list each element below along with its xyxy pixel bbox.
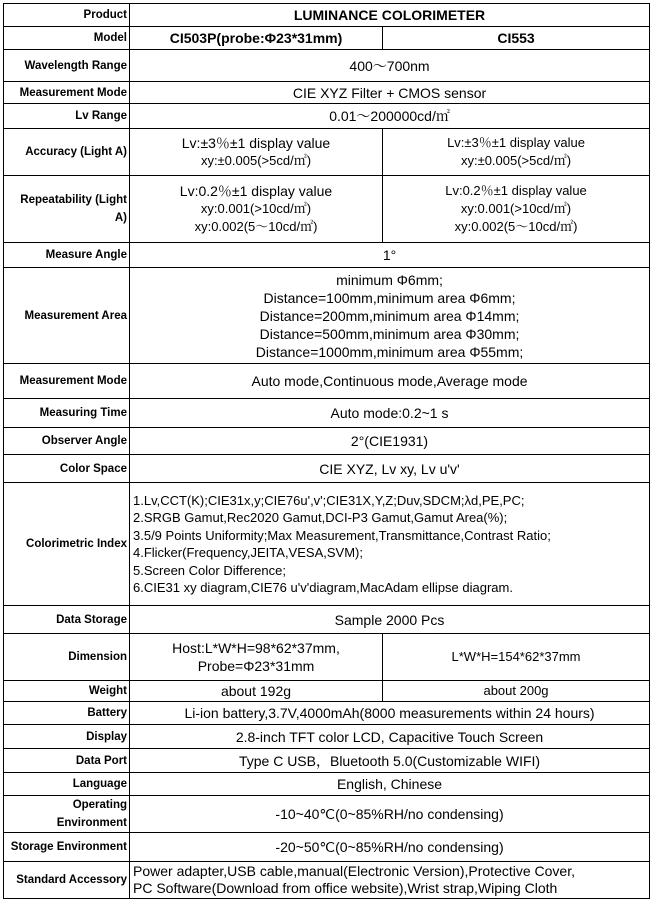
measurement-area-value (130, 268, 650, 364)
row-measure-angle (4, 243, 650, 268)
label-language: Language (4, 773, 130, 796)
accuracy-col2-line: Lv:±3％±1 display value (447, 135, 585, 150)
colorimetric-index-line: 3.5/9 Points Uniformity;Max Measurement,Transmittance,Contrast Ratio; (133, 527, 551, 543)
model-col1: CI503P(probe:Φ23*31mm) (130, 27, 383, 50)
repeatability-col1 (130, 176, 383, 243)
label-measurement-mode: Measurement Mode (4, 82, 130, 104)
repeatability-col1-line: xy:0.001(>10cd/㎡) (200, 201, 312, 216)
standard-accessory-line: PC Software(Download from office website),Wrist strap,Wiping Cloth (133, 880, 558, 896)
accuracy-col1-line: xy:±0.005(>5cd/㎡) (200, 153, 312, 168)
label-measurement-mode-2: Measurement Mode (4, 364, 130, 399)
row-dimension (4, 634, 650, 681)
color-space-value: CIE XYZ, Lv xy, Lv u'v' (130, 455, 650, 483)
label-measure-angle: Measure Angle (4, 243, 130, 268)
weight-col1: about 192g (130, 681, 383, 702)
colorimetric-index-line: 2.SRGB Gamut,Rec2020 Gamut,DCI-P3 Gamut,Gamut Area(%); (133, 510, 508, 525)
spec-table (3, 3, 650, 899)
row-operating-environment (4, 796, 650, 833)
model-col2: CI553 (383, 27, 650, 50)
battery-value: Li-ion battery,3.7V,4000mAh(8000 measurements within 24 hours) (130, 702, 650, 725)
dimension-col1 (130, 634, 383, 681)
label-product: Product (4, 4, 130, 27)
row-colorimetric-index (4, 483, 650, 606)
row-standard-accessory (4, 862, 650, 899)
row-data-port (4, 749, 650, 773)
dimension-col1-line: Probe=Φ23*31mm (197, 658, 315, 674)
label-measurement-area: Measurement Area (4, 268, 130, 364)
display-value: 2.8-inch TFT color LCD, Capacitive Touch Screen (130, 725, 650, 749)
label-battery: Battery (4, 702, 130, 725)
label-display: Display (4, 725, 130, 749)
repeatability-col2 (383, 176, 650, 243)
label-operating-environment: Operating Environment (4, 796, 130, 833)
measurement-mode-value: CIE XYZ Filter + CMOS sensor (130, 82, 650, 104)
measuring-time-value: Auto mode:0.2~1 s (130, 399, 650, 428)
measurement-area-line: Distance=100mm,minimum area Φ6mm; (263, 289, 516, 306)
measurement-mode-2-value: Auto mode,Continuous mode,Average mode (130, 364, 650, 399)
data-port-value: Type C USB，Bluetooth 5.0(Customizable WIFI) (130, 749, 650, 773)
storage-environment-value: -20~50℃(0~85%RH/no condensing) (130, 833, 650, 862)
data-storage-value: Sample 2000 Pcs (130, 606, 650, 634)
row-storage-environment (4, 833, 650, 862)
colorimetric-index-line: 6.CIE31 xy diagram,CIE76 u'v'diagram,MacAdam ellipse diagram. (133, 580, 513, 595)
row-repeatability (4, 176, 650, 243)
row-battery (4, 702, 650, 725)
accuracy-col2-line: xy:±0.005(>5cd/㎡) (460, 153, 572, 168)
row-wavelength (4, 50, 650, 82)
label-wavelength: Wavelength Range (4, 50, 130, 82)
measurement-area-line: Distance=500mm,minimum area Φ30mm; (259, 325, 520, 342)
repeatability-col2-line: Lv:0.2％±1 display value (445, 183, 587, 198)
row-measurement-mode (4, 82, 650, 104)
accuracy-col2 (383, 129, 650, 176)
label-colorimetric-index: Colorimetric Index (4, 483, 130, 606)
row-language (4, 773, 650, 796)
wavelength-value: 400～700nm (130, 50, 650, 82)
operating-environment-value: -10~40℃(0~85%RH/no condensing) (130, 796, 650, 833)
accuracy-col1 (130, 129, 383, 176)
dimension-col2: L*W*H=154*62*37mm (383, 634, 650, 681)
row-observer-angle (4, 428, 650, 455)
dimension-col1-line: Host:L*W*H=98*62*37mm, (172, 640, 340, 656)
measurement-area-line: minimum Φ6mm; (336, 271, 443, 288)
label-data-storage: Data Storage (4, 606, 130, 634)
language-value: English, Chinese (130, 773, 650, 796)
weight-col2: about 200g (383, 681, 650, 702)
colorimetric-index-line: 1.Lv,CCT(K);CIE31x,y;CIE76u',v';CIE31X,Y,Z;Duv,SDCM;λd,PE,PC; (133, 492, 525, 508)
row-data-storage (4, 606, 650, 634)
label-model: Model (4, 27, 130, 50)
measurement-area-line: Distance=1000mm,minimum area Φ55mm; (255, 343, 524, 360)
label-color-space: Color Space (4, 455, 130, 483)
standard-accessory-value (130, 862, 650, 899)
label-accuracy: Accuracy (Light A) (4, 129, 130, 176)
label-repeatability: Repeatability (Light A) (4, 176, 130, 243)
standard-accessory-line: Power adapter,USB cable,manual(Electronic Version),Protective Cover, (133, 863, 575, 879)
colorimetric-index-value (130, 483, 650, 606)
colorimetric-index-line: 4.Flicker(Frequency,JEITA,VESA,SVM); (133, 545, 363, 560)
product-name: LUMINANCE COLORIMETER (130, 4, 650, 27)
measurement-area-line: Distance=200mm,minimum area Φ14mm; (259, 307, 520, 324)
row-weight (4, 681, 650, 702)
row-measurement-mode-2 (4, 364, 650, 399)
label-standard-accessory: Standard Accessory (4, 862, 130, 899)
label-weight: Weight (4, 681, 130, 702)
repeatability-col2-line: xy:0.002(5～10cd/㎡) (454, 219, 578, 234)
repeatability-col1-line: xy:0.002(5～10cd/㎡) (194, 219, 318, 234)
repeatability-col2-line: xy:0.001(>10cd/㎡) (460, 201, 572, 216)
observer-angle-value: 2°(CIE1931) (130, 428, 650, 455)
row-measuring-time (4, 399, 650, 428)
label-dimension: Dimension (4, 634, 130, 681)
row-measurement-area (4, 268, 650, 364)
row-product (4, 4, 650, 27)
accuracy-col1-line: Lv:±3％±1 display value (181, 135, 331, 151)
colorimetric-index-line: 5.Screen Color Difference; (133, 562, 286, 578)
measure-angle-value: 1° (130, 243, 650, 268)
label-observer-angle: Observer Angle (4, 428, 130, 455)
label-storage-environment: Storage Environment (4, 833, 130, 862)
repeatability-col1-line: Lv:0.2％±1 display value (179, 183, 333, 199)
row-lv-range (4, 104, 650, 129)
row-color-space (4, 455, 650, 483)
label-measuring-time: Measuring Time (4, 399, 130, 428)
label-data-port: Data Port (4, 749, 130, 773)
row-accuracy (4, 129, 650, 176)
label-lv-range: Lv Range (4, 104, 130, 129)
row-model (4, 27, 650, 50)
row-display (4, 725, 650, 749)
lv-range-value: 0.01～200000cd/㎡ (130, 104, 650, 129)
